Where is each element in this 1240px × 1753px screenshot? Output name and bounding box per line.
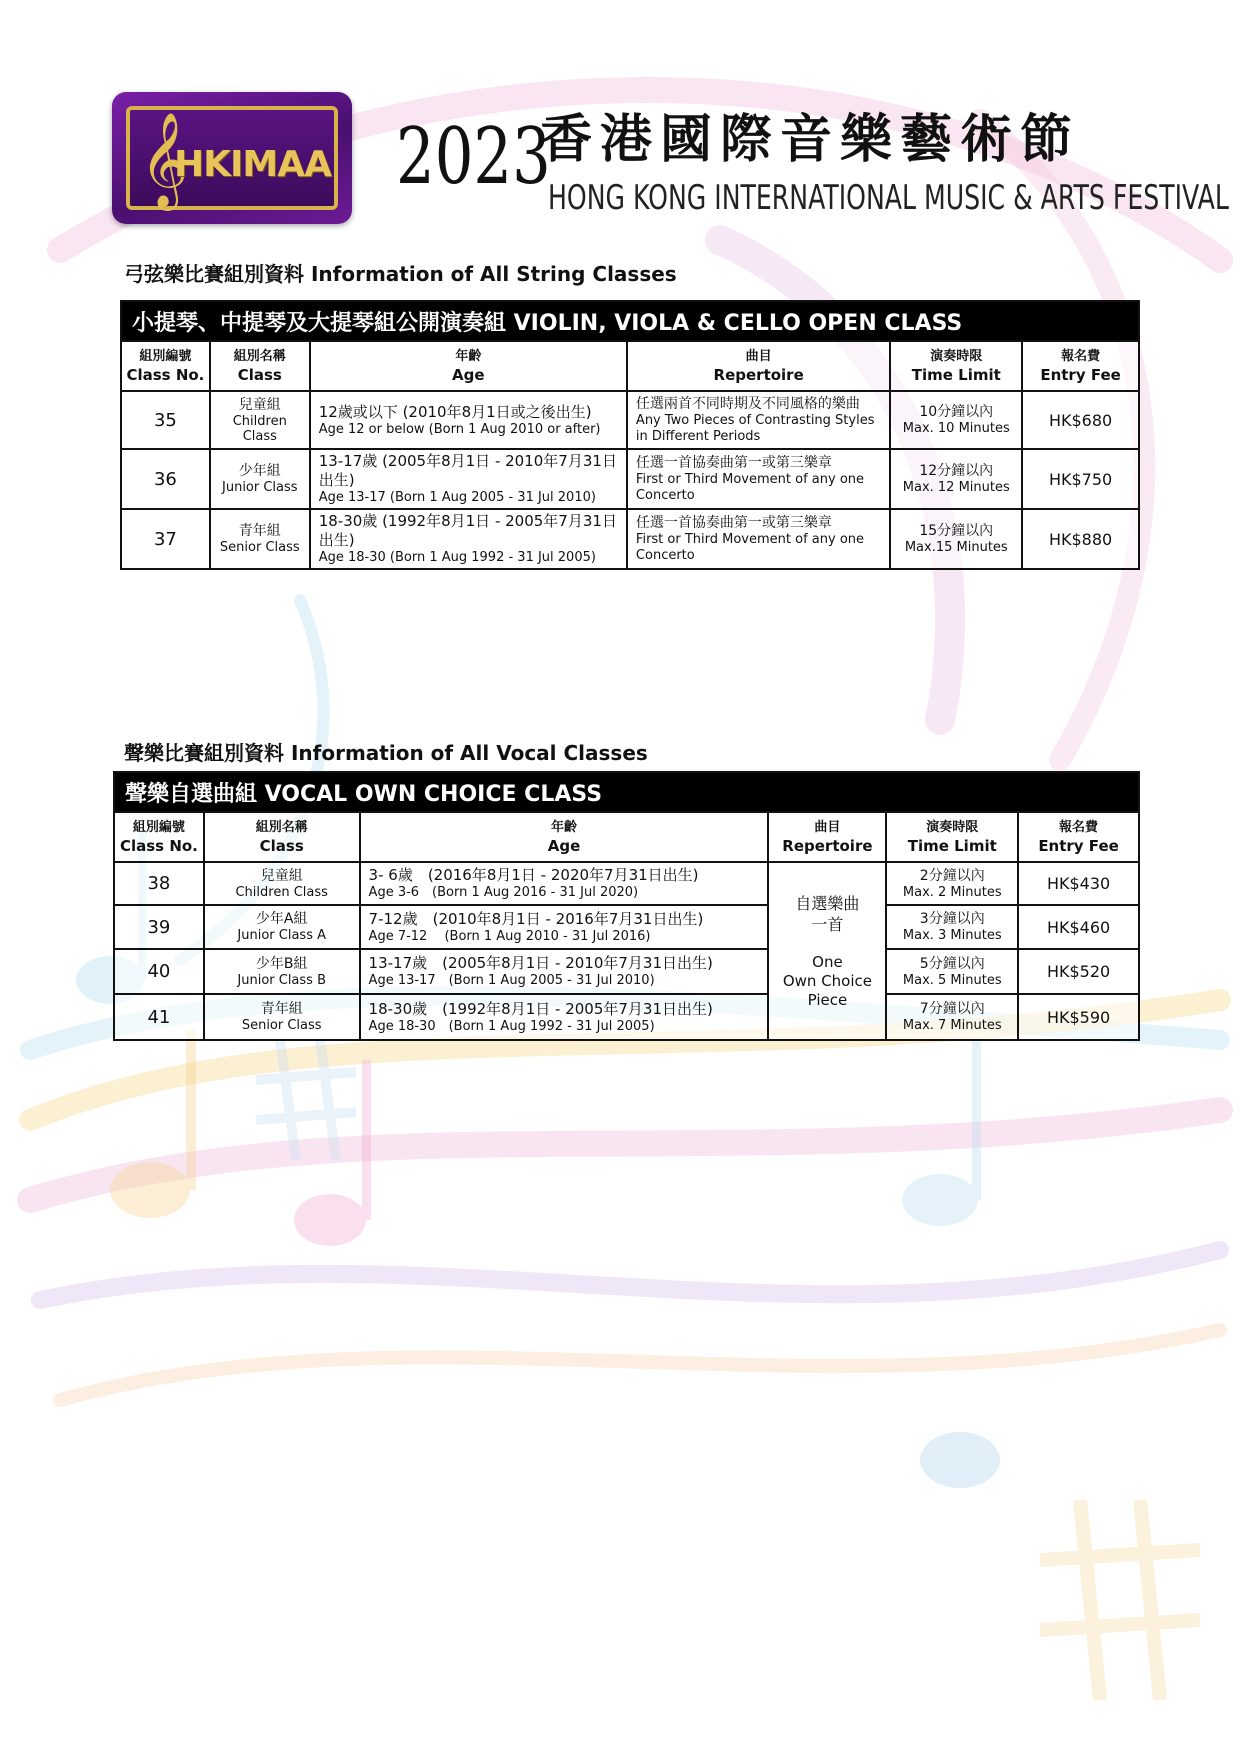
- col-header-time-limit: 演奏時限 Time Limit: [890, 341, 1022, 391]
- string-classes-table: [120, 300, 1140, 570]
- hkimaa-logo: [112, 92, 352, 224]
- entry-fee: HK$590: [1018, 994, 1139, 1040]
- class-no: 40: [114, 949, 204, 994]
- string-table-banner: 小提琴、中提琴及大提琴組公開演奏組 VIOLIN, VIOLA & CELLO OPEN CLASS: [121, 301, 1139, 341]
- vocal-classes-table: [113, 771, 1140, 1041]
- age-range: 13-17歲 (2005年8月1日 - 2010年7月31日出生) Age 13-17 (Born 1 Aug 2005 - 31 Jul 2010): [360, 949, 769, 994]
- time-limit: 10分鐘以內 Max. 10 Minutes: [890, 391, 1022, 449]
- entry-fee: HK$880: [1022, 509, 1139, 569]
- entry-fee: HK$460: [1018, 905, 1139, 949]
- class-name: 少年B組 Junior Class B: [204, 949, 360, 994]
- class-no: 38: [114, 862, 204, 905]
- class-no: 35: [121, 391, 210, 449]
- entry-fee: HK$430: [1018, 862, 1139, 905]
- repertoire-own-choice: 自選樂曲 一首 One Own Choice Piece: [768, 862, 886, 1040]
- string-section-heading: 弓弦樂比賽組別資料 Information of All String Classes: [124, 262, 677, 286]
- festival-title-en: HONG KONG INTERNATIONAL MUSIC & ARTS FESTIVAL: [548, 178, 1229, 218]
- time-limit: 3分鐘以內 Max. 3 Minutes: [886, 905, 1018, 949]
- col-header-class: 組別名稱 Class: [204, 812, 360, 862]
- col-header-entry-fee: 報名費 Entry Fee: [1018, 812, 1139, 862]
- col-header-age: 年齡 Age: [360, 812, 769, 862]
- vocal-section-heading: 聲樂比賽組別資料 Information of All Vocal Classes: [124, 741, 648, 765]
- col-header-time-limit: 演奏時限 Time Limit: [886, 812, 1018, 862]
- col-header-repertoire: 曲目 Repertoire: [768, 812, 886, 862]
- treble-clef-icon: 𝄞: [140, 112, 189, 207]
- age-range: 7-12歲 (2010年8月1日 - 2016年7月31日出生) Age 7-12 (Born 1 Aug 2010 - 31 Jul 2016): [360, 905, 769, 949]
- class-name: 少年組 Junior Class: [210, 449, 310, 509]
- class-no: 36: [121, 449, 210, 509]
- class-name: 兒童組 Children Class: [204, 862, 360, 905]
- time-limit: 12分鐘以內 Max. 12 Minutes: [890, 449, 1022, 509]
- class-name: 青年組 Senior Class: [204, 994, 360, 1040]
- time-limit: 15分鐘以內 Max.15 Minutes: [890, 509, 1022, 569]
- repertoire: 任選兩首不同時期及不同風格的樂曲 Any Two Pieces of Contrasting Styles in Different Periods: [627, 391, 890, 449]
- table-row: [114, 949, 1139, 994]
- col-header-class-no: 組別編號 Class No.: [121, 341, 210, 391]
- entry-fee: HK$680: [1022, 391, 1139, 449]
- table-row: [114, 905, 1139, 949]
- class-no: 39: [114, 905, 204, 949]
- col-header-class: 組別名稱 Class: [210, 341, 310, 391]
- age-range: 18-30歲 (1992年8月1日 - 2005年7月31日出生) Age 18-30 (Born 1 Aug 1992 - 31 Jul 2005): [360, 994, 769, 1040]
- festival-year: 2023: [396, 112, 551, 202]
- col-header-age: 年齡 Age: [310, 341, 627, 391]
- col-header-class-no: 組別編號 Class No.: [114, 812, 204, 862]
- repertoire: 任選一首協奏曲第一或第三樂章 First or Third Movement of any one Concerto: [627, 509, 890, 569]
- col-header-repertoire: 曲目 Repertoire: [627, 341, 890, 391]
- time-limit: 7分鐘以內 Max. 7 Minutes: [886, 994, 1018, 1040]
- table-row: [121, 509, 1139, 569]
- table-header-row: [114, 812, 1139, 862]
- table-header-row: [121, 341, 1139, 391]
- festival-title-zh: 香港國際音樂藝術節: [540, 109, 1081, 170]
- age-range: 12歲或以下 (2010年8月1日或之後出生) Age 12 or below (Born 1 Aug 2010 or after): [310, 391, 627, 449]
- table-row: [121, 391, 1139, 449]
- entry-fee: HK$520: [1018, 949, 1139, 994]
- vocal-table-banner: 聲樂自選曲組 VOCAL OWN CHOICE CLASS: [114, 772, 1139, 812]
- age-range: 3- 6歲 (2016年8月1日 - 2020年7月31日出生) Age 3-6 (Born 1 Aug 2016 - 31 Jul 2020): [360, 862, 769, 905]
- col-header-entry-fee: 報名費 Entry Fee: [1022, 341, 1139, 391]
- class-no: 37: [121, 509, 210, 569]
- class-name: 少年A組 Junior Class A: [204, 905, 360, 949]
- time-limit: 5分鐘以內 Max. 5 Minutes: [886, 949, 1018, 994]
- class-no: 41: [114, 994, 204, 1040]
- time-limit: 2分鐘以內 Max. 2 Minutes: [886, 862, 1018, 905]
- table-row: [114, 994, 1139, 1040]
- entry-fee: HK$750: [1022, 449, 1139, 509]
- class-name: 青年組 Senior Class: [210, 509, 310, 569]
- class-name: 兒童組 Children Class: [210, 391, 310, 449]
- logo-text: HKIMAA: [174, 144, 331, 185]
- table-row: [114, 862, 1139, 905]
- repertoire: 任選一首協奏曲第一或第三樂章 First or Third Movement of any one Concerto: [627, 449, 890, 509]
- age-range: 13-17歲 (2005年8月1日 - 2010年7月31日出生) Age 13-17 (Born 1 Aug 2005 - 31 Jul 2010): [310, 449, 627, 509]
- age-range: 18-30歲 (1992年8月1日 - 2005年7月31日出生) Age 18-30 (Born 1 Aug 1992 - 31 Jul 2005): [310, 509, 627, 569]
- table-row: [121, 449, 1139, 509]
